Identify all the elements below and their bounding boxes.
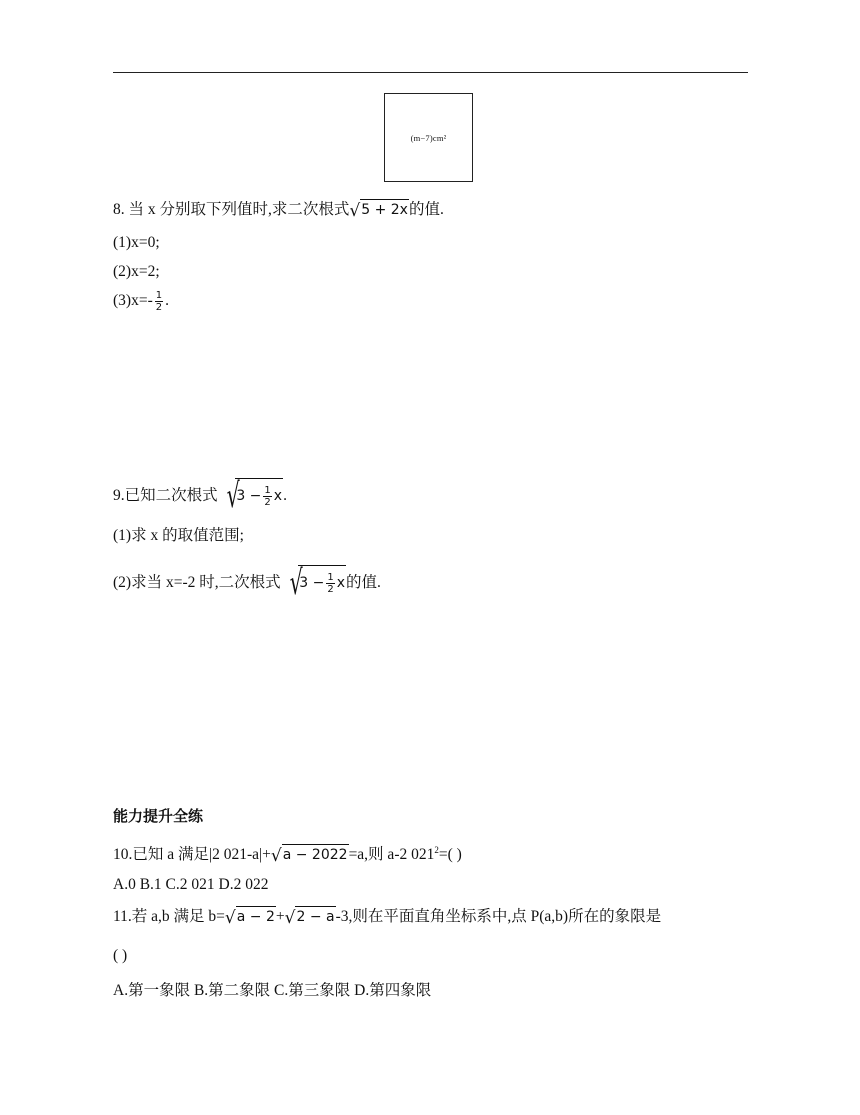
q11-prefix: 11.若 a,b 满足 b= <box>113 908 225 925</box>
fraction-denominator: 2 <box>264 496 271 508</box>
q10-exponent: 2 <box>434 845 439 855</box>
square-figure <box>384 93 473 182</box>
q11-sqrt-1 <box>225 906 276 927</box>
radical-sign: √ <box>349 201 361 221</box>
section-title: 能力提升全练 <box>113 807 204 825</box>
q9-item-2-sqrt <box>281 563 346 603</box>
q9-radicand-b: x <box>273 488 283 504</box>
q9-fraction <box>326 572 334 595</box>
q9-item-1: (1)求 x 的取值范围; <box>113 527 244 544</box>
q9-radicand-a: 3 − <box>299 575 325 591</box>
q8-item-3-suffix: . <box>165 292 169 310</box>
figure-label: (m−7)cm² <box>410 133 447 143</box>
fraction-numerator: 1 <box>264 484 271 496</box>
q11-radicand-1: a − 2 <box>236 906 276 927</box>
q10-prefix: 10.已知 a 满足|2 021-a|+ <box>113 846 271 864</box>
q8-prefix: 8. 当 x 分别取下列值时,求二次根式 <box>113 201 350 218</box>
q8-item-3-prefix: (3)x=- <box>113 292 153 310</box>
radical-sign: √ <box>270 846 282 867</box>
radical-sign: √ <box>289 563 303 603</box>
q9-item-2 <box>113 563 381 603</box>
q9-radicand-a: 3 − <box>236 488 262 504</box>
fraction-numerator: 1 <box>155 290 163 301</box>
q10-sqrt <box>271 844 349 865</box>
q8-item-3 <box>113 290 169 313</box>
q11-sqrt-2 <box>285 906 336 927</box>
q11-answer-paren: ( ) <box>113 947 128 964</box>
q11-suffix: -3,则在平面直角坐标系中,点 P(a,b)所在的象限是 <box>335 908 662 925</box>
q11-options: A.第一象限 B.第二象限 C.第三象限 D.第四象限 <box>113 982 432 999</box>
radical-sign: √ <box>224 908 236 928</box>
q10-stem <box>113 840 462 865</box>
q11-radicand-2: 2 − a <box>295 906 335 927</box>
q9-item-2-prefix: (2)求当 x=-2 时,二次根式 <box>113 574 281 591</box>
q8-suffix: 的值. <box>408 201 444 218</box>
radical-sign: √ <box>284 908 296 928</box>
fraction-denominator: 2 <box>327 583 334 595</box>
q8-radicand: 5 + 2x <box>360 199 409 220</box>
q9-item-2-suffix: 的值. <box>346 574 381 591</box>
header-rule <box>113 72 748 73</box>
q9-prefix: 9.已知二次根式 <box>113 487 218 504</box>
q9-sqrt <box>218 476 283 516</box>
q10-options: A.0 B.1 C.2 021 D.2 022 <box>113 876 269 893</box>
radical-sign: √ <box>226 476 240 516</box>
q10-middle: =a,则 a-2 021 <box>348 846 435 864</box>
q9-fraction <box>263 485 271 508</box>
q9-stem <box>113 476 287 516</box>
q10-suffix: =( ) <box>438 846 462 864</box>
fraction-denominator: 2 <box>155 302 163 313</box>
q11-plus: + <box>275 908 285 925</box>
q8-stem <box>113 199 444 220</box>
q8-item-1: (1)x=0; <box>113 234 160 251</box>
q11-stem <box>113 906 661 927</box>
fraction-numerator: 1 <box>327 571 334 583</box>
q9-suffix: . <box>283 487 287 504</box>
q8-item-2: (2)x=2; <box>113 263 160 280</box>
q10-radicand: a − 2022 <box>282 844 349 865</box>
q9-radicand-b: x <box>336 575 346 591</box>
q8-sqrt <box>349 199 409 220</box>
q8-item-3-fraction <box>155 290 163 313</box>
